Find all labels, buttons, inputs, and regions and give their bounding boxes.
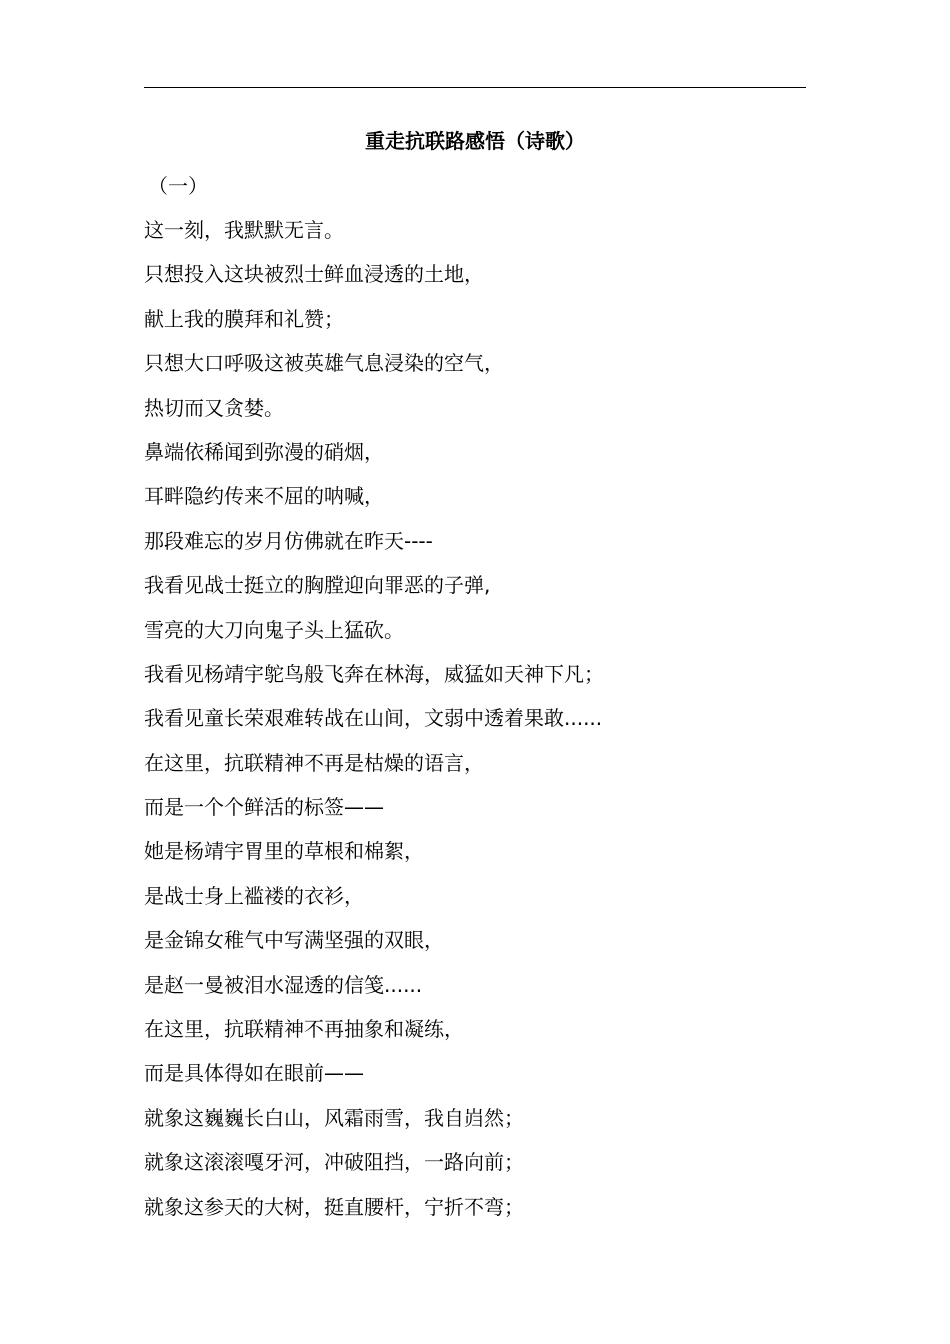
poem-line: 我看见童长荣艰难转战在山间，文弱中透着果敢...... [144,706,603,731]
poem-line: 献上我的膜拜和礼赞； [144,306,344,331]
section-label: （一） [148,174,208,198]
poem-line: 鼻端依稀闻到弥漫的硝烟， [144,439,384,464]
poem-line: 雪亮的大刀向鬼子头上猛砍。 [144,617,404,642]
poem-line: 只想大口呼吸这被英雄气息浸染的空气， [144,351,504,376]
header-rule [144,87,806,88]
poem-line: 热切而又贪婪。 [144,395,284,420]
poem-line: 是赵一曼被泪水湿透的信笺...... [144,972,423,997]
poem-line: 我看见杨靖宇鸵鸟般飞奔在林海，威猛如天神下凡； [144,661,604,686]
poem-line: 在这里，抗联精神不再抽象和凝练， [144,1017,464,1042]
poem-line: 这一刻，我默默无言。 [144,218,344,242]
poem-line: 是金锦女稚气中写满坚强的双眼， [144,928,444,953]
poem-line: 在这里，抗联精神不再是枯燥的语言， [144,750,484,775]
poem-line: 我看见战士挺立的胸膛迎向罪恶的子弹, [144,573,491,598]
poem-line: 是战士身上褴褛的衣衫， [144,883,364,908]
poem-line: 那段难忘的岁月仿佛就在昨天---- [144,528,433,553]
poem-line: 而是一个个鲜活的标签—— [144,795,384,820]
poem-line: 耳畔隐约传来不屈的呐喊， [144,484,384,509]
poem-line: 而是具体得如在眼前—— [144,1061,364,1086]
poem-body [144,215,844,1236]
poem-line: 只想投入这块被烈士鲜血浸透的土地， [144,262,484,287]
poem-line: 就象这巍巍长白山，风霜雨雪，我自岿然； [144,1105,524,1130]
poem-line: 就象这滚滚嘎牙河，冲破阻挡，一路向前； [144,1150,524,1175]
poem-line: 就象这参天的大树，挺直腰杆，宁折不弯； [144,1194,524,1219]
poem-line: 她是杨靖宇胃里的草根和棉絮， [144,839,424,864]
document-title: 重走抗联路感悟（诗歌） [365,129,585,153]
